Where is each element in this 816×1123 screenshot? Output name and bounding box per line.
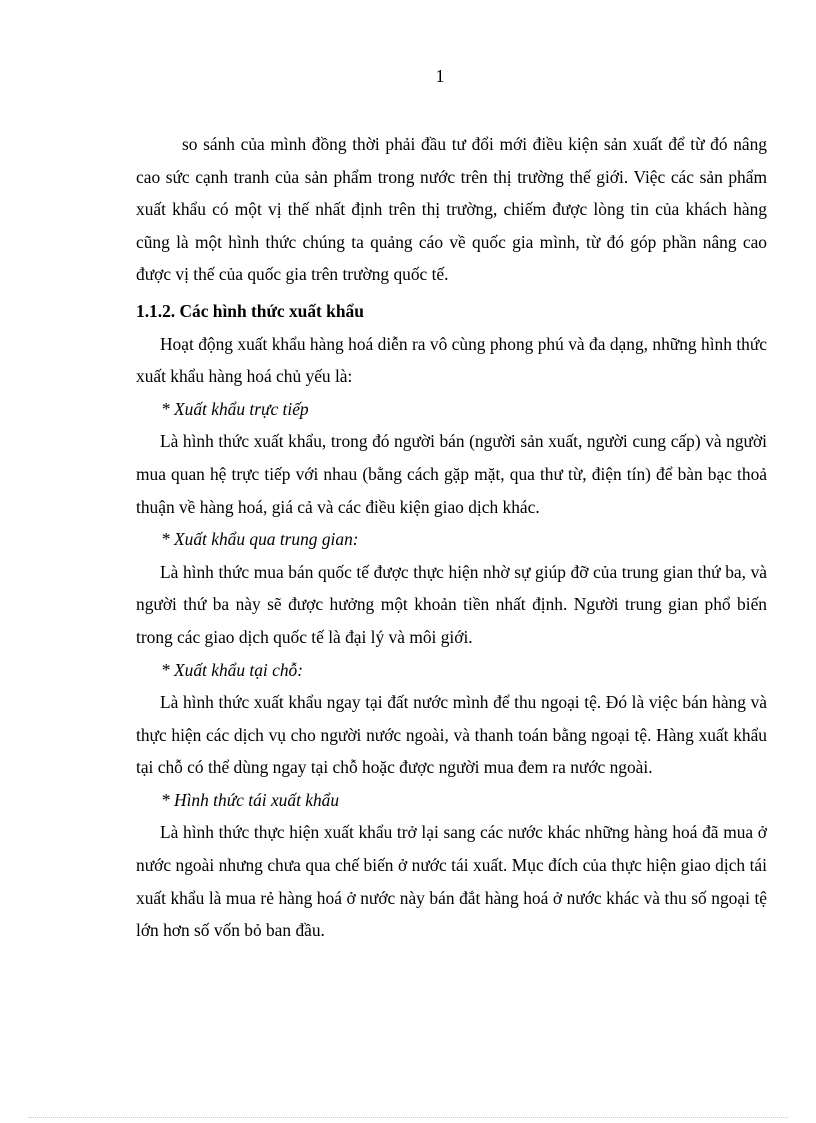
subheading-re-export: * Hình thức tái xuất khẩu [161,789,340,810]
document-body [136,128,767,947]
subheading-intermediary-export: * Xuất khẩu qua trung gian: [161,529,359,550]
subheading-direct-export: * Xuất khẩu trực tiếp [161,398,309,419]
paragraph-re-export: Là hình thức thực hiện xuất khẩu trở lại sang các nước khác những hàng hoá đã mua ở nước ngoài nhưng chưa qua chế biến ở nước tái xuất. Mục đích của thực hiện giao dịch tái xuất khẩu là mua rẻ hàng hoá ở nước này bán đắt hàng hoá ở nước khác và thu số ngoại tệ lớn hơn số vốn bỏ ban đầu. [136,822,767,941]
intro-paragraph: so sánh của mình đồng thời phải đầu tư đổi mới điều kiện sản xuất để từ đó nâng cao sức cạnh tranh của sản phẩm trong nước trên thị trường thế giới. Việc các sản phẩm xuất khẩu có một vị thế nhất định trên thị trường, chiếm được lòng tin của khách hàng cũng là một hình thức chúng ta quảng cáo về quốc gia mình, từ đó góp phần nâng cao được vị thế của quốc gia trên trường quốc tế. [136,134,767,285]
subheading-onsite-export: * Xuất khẩu tại chỗ: [161,659,303,680]
paragraph-onsite-export: Là hình thức xuất khẩu ngay tại đất nước mình để thu ngoại tệ. Đó là việc bán hàng và thực hiện các dịch vụ cho người nước ngoài, và thanh toán bằng ngoại tệ. Hàng xuất khẩu tại chỗ có thể dùng ngay tại chỗ hoặc được người mua đem ra nước ngoài. [136,692,767,778]
paragraph-intermediary-export: Là hình thức mua bán quốc tế được thực hiện nhờ sự giúp đỡ của trung gian thứ ba, và người thứ ba này sẽ được hưởng một khoản tiền nhất định. Người trung gian phổ biến trong các giao dịch quốc tế là đại lý và môi giới. [136,561,767,647]
page-number: 1 [435,66,445,86]
page-bottom-divider [28,1117,788,1118]
overview-paragraph: Hoạt động xuất khẩu hàng hoá diễn ra vô cùng phong phú và đa dạng, những hình thức xuất khẩu hàng hoá chủ yếu là: [136,333,767,387]
section-heading: 1.1.2. Các hình thức xuất khẩu [136,300,364,321]
paragraph-direct-export: Là hình thức xuất khẩu, trong đó người bán (người sản xuất, người cung cấp) và người mua quan hệ trực tiếp với nhau (bằng cách gặp mặt, qua thư từ, điện tín) để bàn bạc thoả thuận về hàng hoá, giá cả và các điều kiện giao dịch khác. [136,431,767,517]
